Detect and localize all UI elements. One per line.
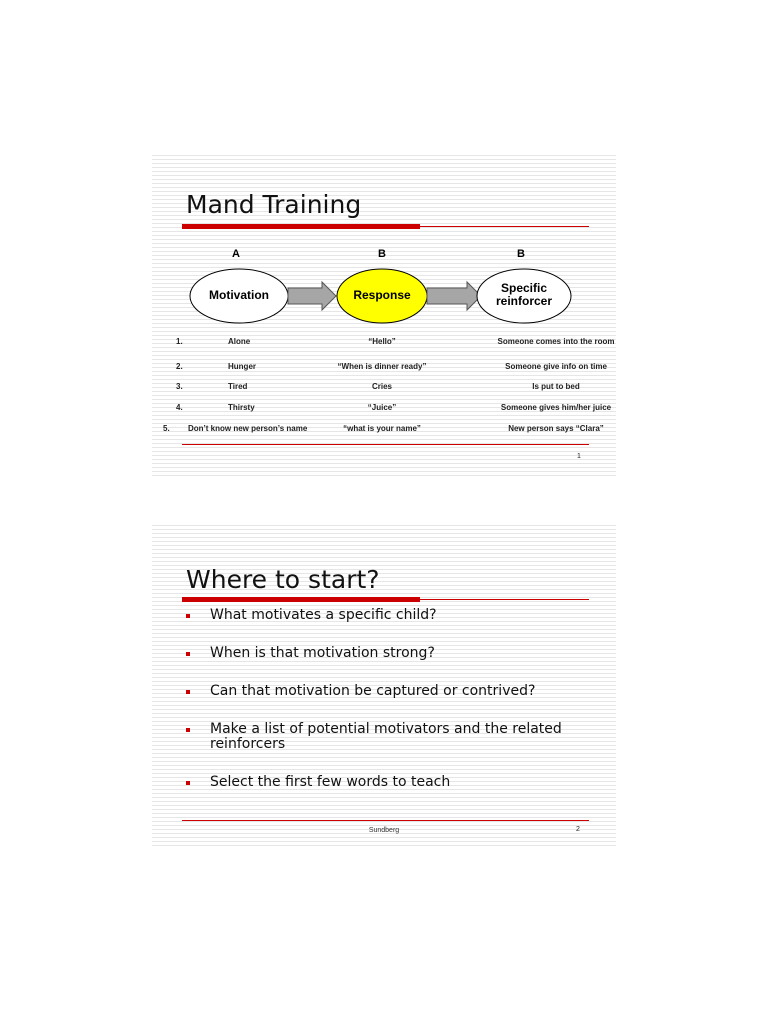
column-letter-b-second: B (517, 248, 525, 260)
row-reinforcer: New person says “Clara” (508, 424, 604, 433)
list-item (184, 646, 570, 661)
list-item (184, 775, 570, 790)
row-number: 4. (176, 403, 183, 412)
bullet-square-icon (186, 728, 190, 732)
bullet-list (184, 606, 570, 790)
column-letter-b: B (378, 248, 386, 260)
row-motivation: Tired (228, 382, 248, 391)
column-letter-a: A (232, 248, 240, 260)
row-response: “what is your name” (343, 424, 421, 433)
page-number: 2 (576, 826, 580, 833)
row-reinforcer: Someone give info on time (505, 362, 607, 371)
list-item-text: When is that motivation strong? (210, 645, 435, 661)
reinforcer-label (479, 282, 569, 308)
bullet-square-icon (186, 781, 190, 785)
bullet-square-icon (186, 652, 190, 656)
row-motivation: Alone (228, 337, 251, 346)
row-motivation: Hunger (228, 362, 256, 371)
arrow-shape-2 (427, 282, 481, 310)
list-item-text: What motivates a specific child? (210, 607, 437, 623)
row-reinforcer: Someone comes into the room (497, 337, 615, 346)
slide-mand-training (152, 152, 616, 478)
bullet-square-icon (186, 614, 190, 618)
motivation-label: Motivation (209, 288, 269, 302)
row-motivation: Don’t know new person’s name (188, 424, 308, 433)
list-item (184, 722, 570, 752)
row-response: Cries (371, 382, 393, 391)
slide-where-to-start (152, 522, 616, 848)
title-underline-thick (182, 597, 420, 602)
slide-title: Mand Training (186, 190, 362, 219)
row-number: 5. (163, 424, 170, 433)
row-response: “Juice” (367, 403, 397, 412)
reinforcer-label-line2: reinforcer (495, 294, 553, 308)
row-number: 2. (176, 362, 183, 371)
row-reinforcer: Someone gives him/her juice (500, 403, 612, 412)
list-item-text: Select the first few words to teach (210, 774, 451, 790)
row-response: “Hello” (368, 337, 396, 346)
page-number: 1 (577, 453, 581, 460)
title-underline-thin (420, 599, 589, 600)
list-item (184, 608, 570, 623)
reinforcer-label-line1: Specific (500, 281, 548, 295)
list-item (184, 684, 570, 699)
arrow-shape-1 (288, 282, 336, 310)
row-reinforcer: Is put to bed (532, 382, 580, 391)
footer-rule (182, 820, 589, 821)
row-response: “When is dinner ready” (337, 362, 427, 371)
response-label: Response (353, 288, 411, 302)
footer-author: Sundberg (368, 827, 400, 834)
footer-rule (182, 444, 589, 445)
row-number: 3. (176, 382, 183, 391)
row-motivation: Thirsty (228, 403, 255, 412)
row-number: 1. (176, 337, 183, 346)
bullet-square-icon (186, 690, 190, 694)
list-item-text: Can that motivation be captured or contrived? (210, 683, 536, 699)
slide-title: Where to start? (186, 565, 380, 594)
list-item-text: Make a list of potential motivators and the related reinforcers (210, 721, 562, 752)
